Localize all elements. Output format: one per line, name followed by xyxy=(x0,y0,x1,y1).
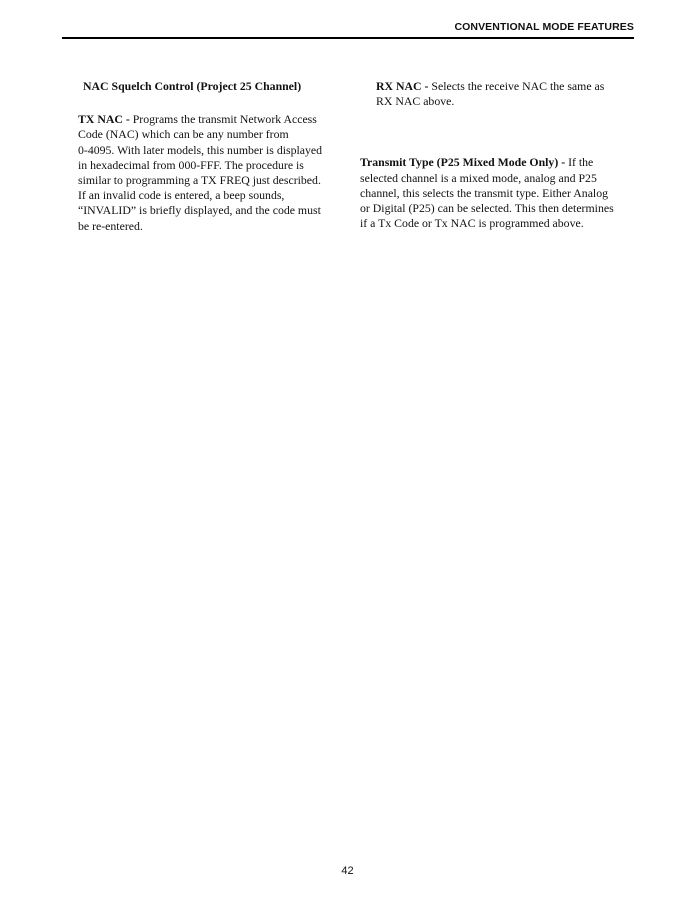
tx-nac-line-5: similar to programming a TX FREQ just described. xyxy=(78,173,321,188)
tx-nac-line-8: be re-entered. xyxy=(78,218,143,233)
transmit-type-term: Transmit Type (P25 Mixed Mode Only) - xyxy=(360,155,566,170)
tx-nac-paragraph xyxy=(78,112,340,234)
tx-nac-text: Programs the transmit Network Access xyxy=(132,112,317,127)
page-number: 42 xyxy=(341,865,354,877)
paragraph-spacer xyxy=(360,109,634,155)
rx-nac-line-2: RX NAC above. xyxy=(376,94,455,109)
page-header xyxy=(62,18,634,38)
transmit-type-line-5: if a Tx Code or Tx NAC is programmed above. xyxy=(360,216,584,231)
transmit-type-paragraph xyxy=(360,155,634,231)
rx-nac-line-1 xyxy=(376,79,634,94)
tx-nac-line-3: 0-4095. With later models, this number is displayed xyxy=(78,142,323,157)
nac-squelch-subheading: NAC Squelch Control (Project 25 Channel) xyxy=(83,79,302,93)
left-column xyxy=(78,79,340,234)
rx-nac-term: RX NAC - xyxy=(376,79,429,93)
transmit-type-line-2: selected channel is a mixed mode, analog and P25 xyxy=(360,170,597,185)
rx-nac-paragraph xyxy=(360,79,634,109)
tx-nac-line-1 xyxy=(78,112,340,127)
tx-nac-line-4: in hexadecimal from 000-FFF. The procedure is xyxy=(78,157,304,172)
rx-nac-text: Selects the receive NAC the same as xyxy=(431,79,605,93)
section-title: CONVENTIONAL MODE FEATURES xyxy=(454,21,634,33)
header-rule xyxy=(62,37,634,39)
tx-nac-line-6: If an invalid code is entered, a beep sounds, xyxy=(78,188,285,203)
tx-nac-line-7: “INVALID” is briefly displayed, and the code must xyxy=(78,203,321,218)
transmit-type-line-3: channel, this selects the transmit type. Either Analog xyxy=(360,185,608,200)
tx-nac-line-2: Code (NAC) which can be any number from xyxy=(78,127,289,142)
transmit-type-line-1 xyxy=(360,155,634,170)
transmit-type-text: If the xyxy=(568,155,594,170)
transmit-type-line-4: or Digital (P25) can be selected. This then determines xyxy=(360,201,614,216)
tx-nac-term: TX NAC - xyxy=(78,112,130,127)
right-column xyxy=(360,79,634,231)
